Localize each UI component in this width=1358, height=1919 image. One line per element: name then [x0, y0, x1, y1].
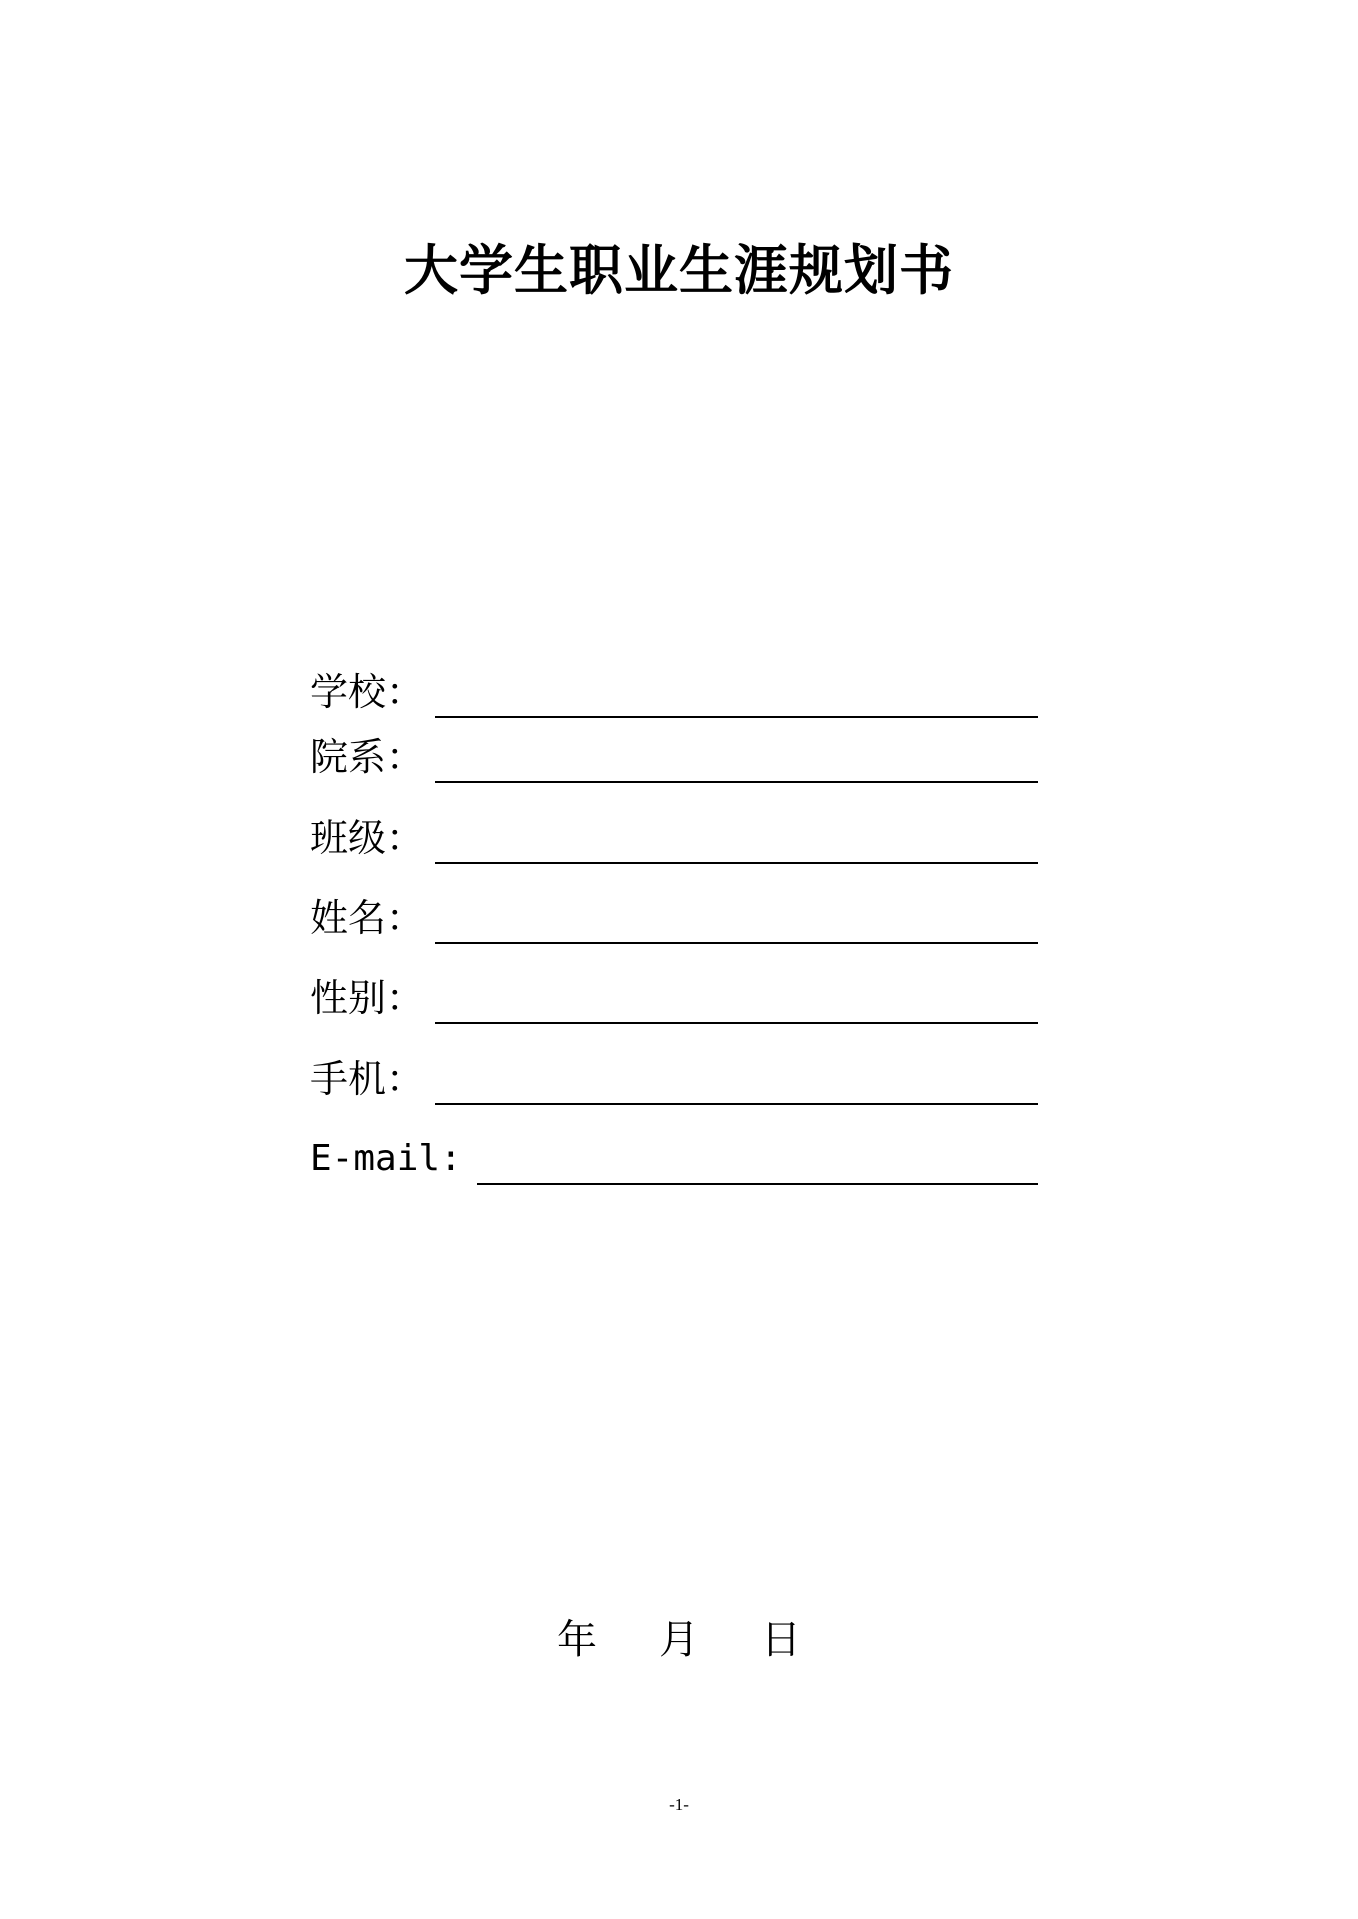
class-blank-line[interactable]: [435, 862, 1038, 864]
form-row-department: [310, 727, 1038, 787]
email-blank-line[interactable]: [477, 1183, 1038, 1185]
phone-blank-line[interactable]: [435, 1103, 1038, 1105]
form-row-class: [310, 808, 1038, 868]
document-title: 大学生职业生涯规划书: [404, 238, 954, 302]
page-number: -1-: [669, 1795, 689, 1814]
form-row-email: [310, 1129, 1038, 1189]
form-label-email: E-mail:: [310, 1138, 462, 1179]
form-label-department: 院系：: [310, 735, 425, 779]
department-blank-line[interactable]: [435, 781, 1038, 783]
name-blank-line[interactable]: [435, 942, 1038, 944]
date-year-label: 年: [557, 1617, 597, 1663]
date-line: [0, 1615, 1358, 1665]
form-row-phone: [310, 1049, 1038, 1109]
form-row-school: [310, 662, 1038, 722]
form-row-name: [310, 888, 1038, 948]
form-label-phone: 手机：: [310, 1057, 425, 1101]
form-row-gender: [310, 968, 1038, 1028]
form-label-name: 姓名：: [310, 896, 425, 940]
date-day-label: 日: [761, 1617, 801, 1663]
form-label-gender: 性别：: [310, 976, 425, 1020]
gender-blank-line[interactable]: [435, 1022, 1038, 1024]
school-blank-line[interactable]: [435, 716, 1038, 718]
form-label-class: 班级：: [310, 816, 425, 860]
date-month-label: 月: [659, 1617, 699, 1663]
form-label-school: 学校：: [310, 670, 425, 714]
